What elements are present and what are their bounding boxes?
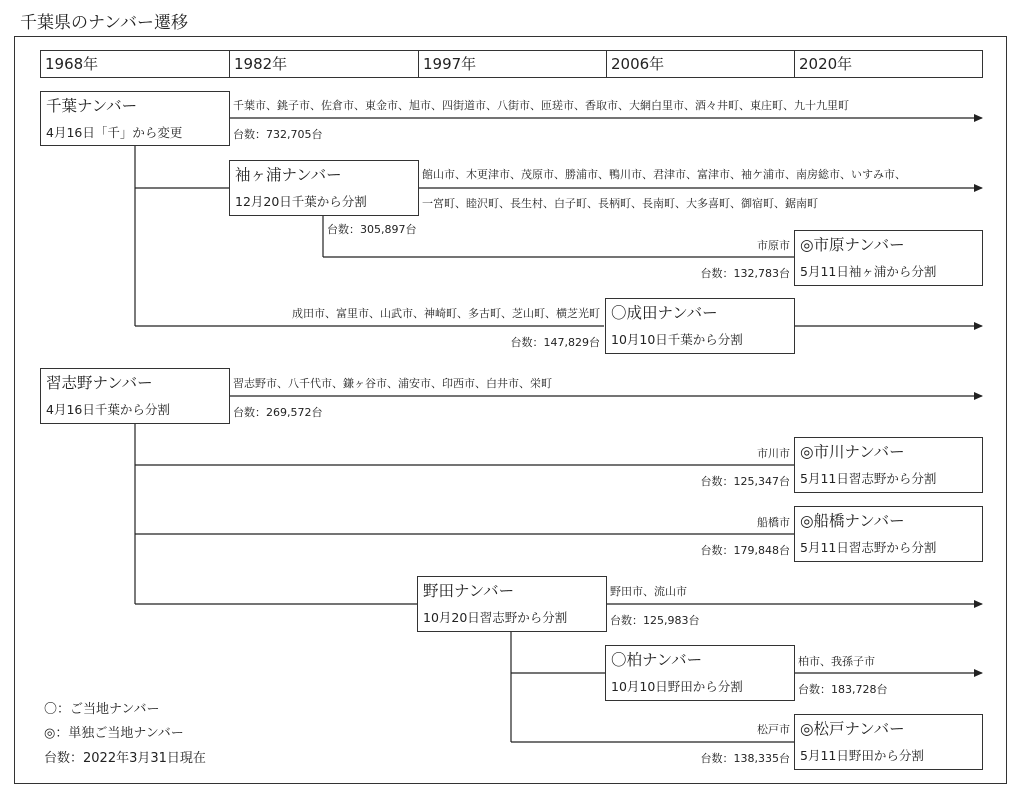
noda-cities: 野田市、流山市 bbox=[610, 585, 687, 598]
chiba-plate-box bbox=[40, 91, 230, 146]
narashino-count: 台数：269,572台 bbox=[233, 406, 323, 419]
narita-plate-name: 〇成田ナンバー bbox=[611, 304, 718, 322]
ichikawa-count: 台数：125,347台 bbox=[700, 475, 790, 488]
legend-circle: 〇：ご当地ナンバー bbox=[44, 702, 160, 717]
chiba-plate-name: 千葉ナンバー bbox=[46, 97, 138, 115]
year-1982: 1982年 bbox=[229, 50, 419, 78]
kashiwa-plate-name: 〇柏ナンバー bbox=[611, 651, 703, 669]
year-2020: 2020年 bbox=[794, 50, 983, 78]
matsudo-cities: 松戸市 bbox=[757, 723, 790, 736]
sodegaura-cities-line2: 一宮町、睦沢町、長生村、白子町、長柄町、長南町、大多喜町、御宿町、鋸南町 bbox=[422, 197, 818, 210]
funabashi-plate-name: ◎船橋ナンバー bbox=[800, 512, 905, 530]
kashiwa-count: 台数：183,728台 bbox=[798, 683, 888, 696]
sodegaura-plate-note: 12月20日千葉から分割 bbox=[235, 194, 367, 209]
ichihara-plate-name: ◎市原ナンバー bbox=[800, 236, 905, 254]
narita-cities: 成田市、富里市、山武市、神崎町、多古町、芝山町、横芝光町 bbox=[292, 307, 600, 320]
kashiwa-plate-box bbox=[605, 645, 795, 701]
kashiwa-plate-note: 10月10日野田から分割 bbox=[611, 679, 743, 694]
narita-plate-box bbox=[605, 298, 795, 354]
year-2006: 2006年 bbox=[606, 50, 795, 78]
funabashi-plate-box bbox=[794, 506, 983, 562]
chiba-cities: 千葉市、銚子市、佐倉市、東金市、旭市、四街道市、八街市、匝瑳市、香取市、大網白里市、酒々井町、東庄町、九十九里町 bbox=[233, 99, 849, 112]
narita-count: 台数：147,829台 bbox=[510, 336, 600, 349]
narashino-cities: 習志野市、八千代市、鎌ヶ谷市、浦安市、印西市、白井市、栄町 bbox=[233, 377, 552, 390]
matsudo-plate-note: 5月11日野田から分割 bbox=[800, 748, 924, 763]
narashino-plate-box bbox=[40, 368, 230, 424]
funabashi-plate-note: 5月11日習志野から分割 bbox=[800, 540, 937, 555]
chiba-plate-note: 4月16日「千」から変更 bbox=[46, 125, 183, 140]
ichihara-plate-box bbox=[794, 230, 983, 286]
narashino-plate-note: 4月16日千葉から分割 bbox=[46, 402, 170, 417]
page-title: 千葉県のナンバー遷移 bbox=[20, 13, 188, 33]
narita-plate-note: 10月10日千葉から分割 bbox=[611, 332, 743, 347]
narashino-plate-name: 習志野ナンバー bbox=[46, 374, 153, 392]
sodegaura-plate-box bbox=[229, 160, 419, 216]
ichihara-cities: 市原市 bbox=[757, 239, 790, 252]
sodegaura-count: 台数：305,897台 bbox=[327, 223, 417, 236]
year-1997: 1997年 bbox=[418, 50, 607, 78]
noda-plate-note: 10月20日習志野から分割 bbox=[423, 610, 568, 625]
legend-as-of: 台数：2022年3月31日現在 bbox=[44, 751, 206, 766]
matsudo-plate-name: ◎松戸ナンバー bbox=[800, 720, 905, 738]
ichihara-count: 台数：132,783台 bbox=[700, 267, 790, 280]
sodegaura-plate-name: 袖ヶ浦ナンバー bbox=[235, 166, 342, 184]
ichikawa-plate-note: 5月11日習志野から分割 bbox=[800, 471, 937, 486]
ichikawa-plate-name: ◎市川ナンバー bbox=[800, 443, 905, 461]
noda-count: 台数：125,983台 bbox=[610, 614, 700, 627]
ichikawa-cities: 市川市 bbox=[757, 447, 790, 460]
ichikawa-plate-box bbox=[794, 437, 983, 493]
ichihara-plate-note: 5月11日袖ヶ浦から分割 bbox=[800, 264, 937, 279]
sodegaura-cities-line1: 館山市、木更津市、茂原市、勝浦市、鴨川市、君津市、富津市、袖ケ浦市、南房総市、いすみ市、 bbox=[422, 168, 906, 181]
funabashi-count: 台数：179,848台 bbox=[700, 544, 790, 557]
noda-plate-name: 野田ナンバー bbox=[423, 582, 515, 600]
chiba-count: 台数：732,705台 bbox=[233, 128, 323, 141]
kashiwa-cities: 柏市、我孫子市 bbox=[798, 655, 875, 668]
matsudo-count: 台数：138,335台 bbox=[700, 752, 790, 765]
year-1968: 1968年 bbox=[40, 50, 230, 78]
funabashi-cities: 船橋市 bbox=[757, 516, 790, 529]
matsudo-plate-box bbox=[794, 714, 983, 770]
legend-double-circle: ◎：単独ご当地ナンバー bbox=[44, 726, 184, 741]
noda-plate-box bbox=[417, 576, 607, 632]
